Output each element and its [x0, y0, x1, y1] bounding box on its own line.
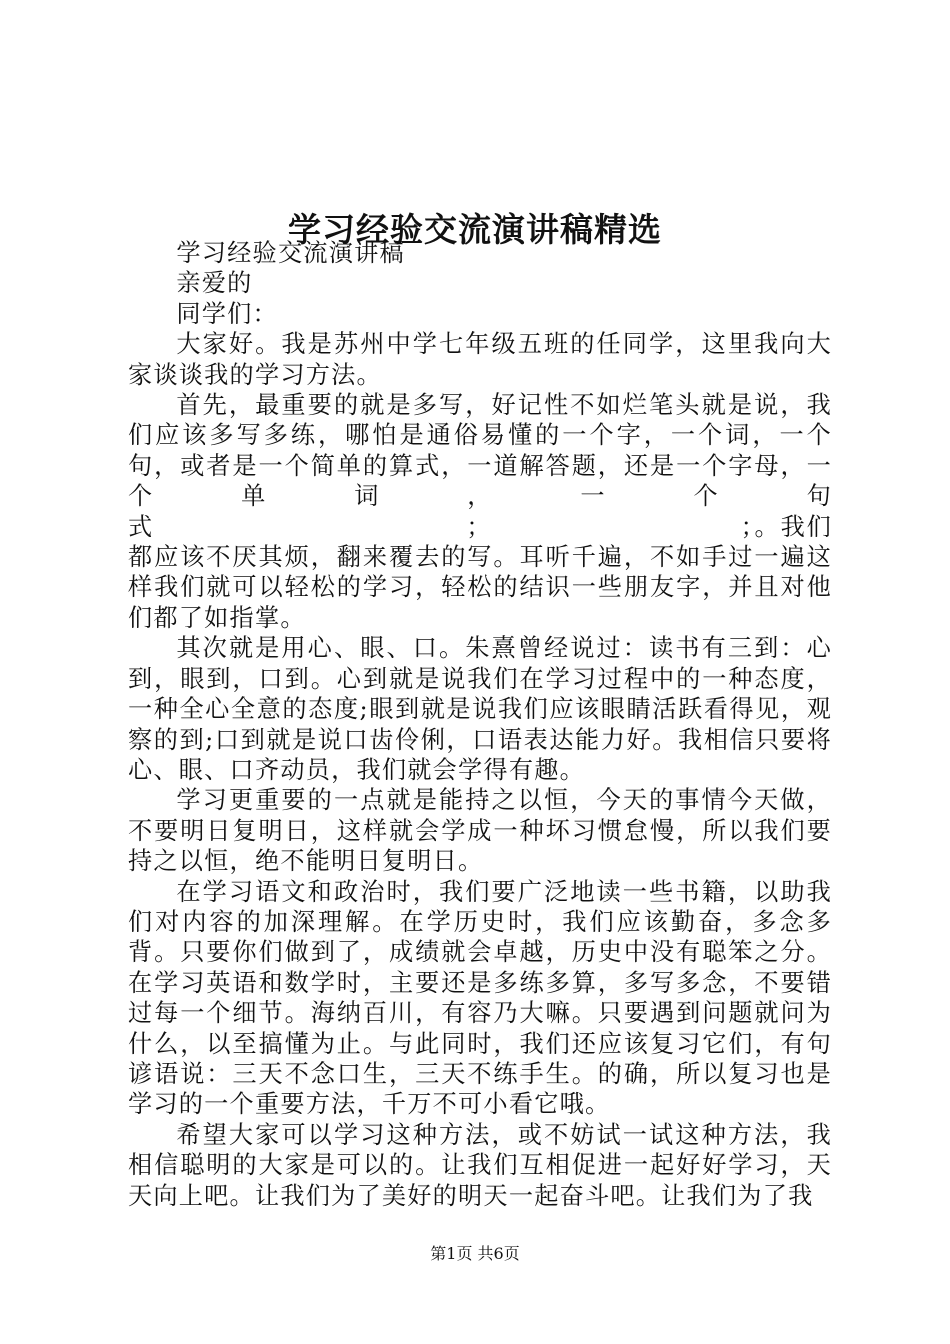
paragraph-writing: 首先，最重要的就是多写，好记性不如烂笔头就是说，我们应该多写多练，哪怕是通俗易懂的一个字，一个词，一个句，或者是一个简单的算式，一道解答题，还是一个字母，一个单词，一个句式 ； ；。我们都应该不厌其烦，翻来覆去的写。耳听千遍，不如手过一遍这样我们就可以轻松的学习，轻松的结识一些朋友字，并且对他们都了如指掌。 — [128, 391, 832, 632]
speech-heading: 学习经验交流演讲稿 — [176, 239, 405, 267]
document-body — [128, 238, 832, 1211]
paragraph-subjects: 在学习语文和政治时，我们要广泛地读一些书籍，以助我们对内容的加深理解。在学历史时，我们应该勤奋，多念多背。只要你们做到了，成绩就会卓越，历史中没有聪笨之分。在学习英语和数学时，主要还是多练多算，多写多念，不要错过每一个细节。海纳百川，有容乃大嘛。只要遇到问题就问为什么，以至搞懂为止。与此同时，我们还应该复习它们，有句谚语说：三天不念口生，三天不练手生。的确，所以复习也是学习的一个重要方法，千万不可小看它哦。 — [128, 877, 832, 1119]
salutation-line-2: 同学们： — [176, 299, 278, 328]
page-number-footer: 第1页 共6页 — [430, 1244, 520, 1263]
paragraph-heart-eye-mouth: 其次就是用心、眼、口。朱熹曾经说过：读书有三到：心到，眼到，口到。心到就是说我们在学习过程中的一种态度，一种全心全意的态度;眼到就是说我们应该眼睛活跃看得见，观察的到;口到就是说口齿伶俐，口语表达能力好。我相信只要将心、眼、口齐动员，我们就会学得有趣。 — [128, 634, 832, 784]
document-title: 学习经验交流演讲稿精选 — [288, 210, 662, 250]
paragraph-persistence: 学习更重要的一点就是能持之以恒，今天的事情今天做，不要明日复明日，这样就会学成一种坏习惯怠慢，所以我们要持之以恒，绝不能明日复明日。 — [128, 786, 832, 876]
paragraph-closing: 希望大家可以学习这种方法，或不妨试一试这种方法，我相信聪明的大家是可以的。让我们互相促进一起好好学习，天天向上吧。让我们为了美好的明天一起奋斗吧。让我们为了我 — [128, 1120, 832, 1210]
salutation-line-1: 亲爱的 — [176, 269, 253, 298]
paragraph-intro: 大家好。我是苏州中学七年级五班的任同学，这里我向大家谈谈我的学习方法。 — [128, 330, 832, 389]
